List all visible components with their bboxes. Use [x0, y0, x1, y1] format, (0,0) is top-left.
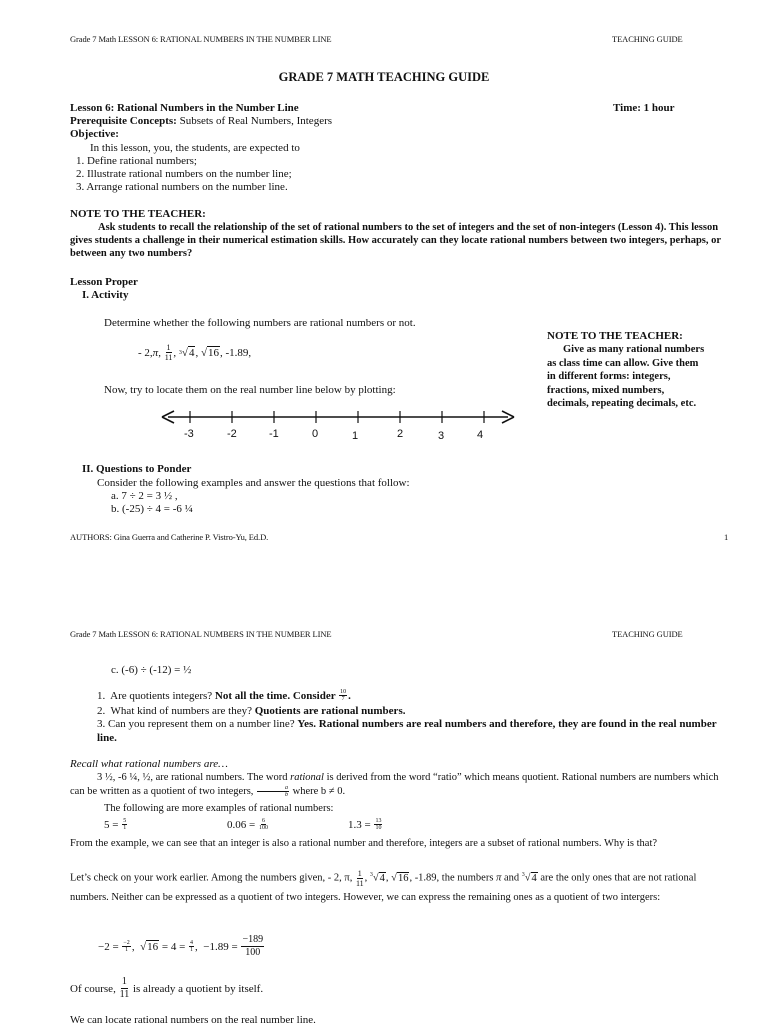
header-left: Grade 7 Math LESSON 6: RATIONAL NUMBERS IN THE NUMBER LINE	[70, 34, 332, 44]
fraction-numerator: 6	[261, 818, 265, 824]
header-right: TEACHING GUIDE	[612, 629, 683, 639]
page-number: 1	[724, 532, 729, 542]
check-text-1: Let’s check on your work earlier. Among the numbers given, - 2, π,	[70, 872, 355, 884]
check-paragraph: Let’s check on your work earlier. Among the numbers given, - 2, π, $\frac{1}{11}$ , $^3$√4, √16, -1.89, the numbers π and $^3$√4 are the only ones that are not rational numbers. Neither can be expressed as a quotient of two integers. However, we can express the remaining ones as a quotient of two intergers:	[70, 868, 697, 903]
example-a: a. 7 ÷ 2 = 3 ½ ,	[111, 490, 178, 502]
number-line-label: 0	[312, 428, 319, 440]
question-1-text: 1. Are quotients integers?	[97, 689, 215, 702]
page-gap	[0, 560, 768, 600]
fraction-numerator: 5	[123, 818, 127, 824]
fraction	[122, 940, 130, 953]
fraction-denominator: b	[285, 792, 289, 799]
objective-label: Objective:	[70, 128, 119, 140]
question-3	[97, 718, 727, 745]
expr-part: , −1.89 =	[195, 940, 241, 953]
lesson-proper-heading: Lesson Proper	[70, 276, 138, 288]
quotient-expressions: −2 = $\frac{-2}{1}$ , √ 16 = 4 = $\frac{4}{1}$ , −1.89 = $\frac{-189}{100}$	[98, 934, 264, 958]
fraction-denominator: 10	[375, 825, 382, 831]
fraction-numerator: −2	[123, 940, 130, 946]
objective-item: 1. Define rational numbers;	[76, 155, 197, 167]
number-line-label: -1	[269, 428, 279, 440]
teacher-note-text: Ask students to recall the relationship of the set of rational numbers to the set of integers and the set of non-integers (Lesson 4). This lesson gives students a challenge in their numerical estimation skills. How accurately can they locate rational numbers between two integers, perhaps, or between any two numbers?	[70, 222, 721, 259]
number-line-label: -3	[184, 428, 194, 440]
recall-paragraph	[70, 771, 724, 799]
fraction-one-eleventh	[165, 343, 173, 362]
fraction-denominator: 11	[164, 353, 173, 362]
fraction-numerator: 4	[190, 940, 194, 946]
recall-text-2: is derived from the word “ratio” which means quotient. Rational numbers are numbers which can be written as a quotient of two integers,	[70, 772, 719, 797]
numbers-list: - 2, π , $\frac{1}{11}$ , 3 √ 4 , √ 16 , -1.89,	[138, 343, 252, 362]
expr-part: = 4 =	[159, 940, 189, 953]
fraction-numerator: −189	[242, 934, 264, 945]
fraction-one-eleventh: $\frac{1}{11}$	[119, 976, 130, 1000]
side-note-text: Give as many rational numbers as class time can allow. Give them in different forms: integers, fractions, mixed numbers, decimals, repeating decimals, etc.	[547, 344, 705, 409]
example-lhs: 5 =	[104, 818, 122, 831]
fraction	[122, 818, 127, 831]
fraction-ten-sevenths	[339, 689, 347, 702]
prerequisite-value: Subsets of Real Numbers, Integers	[176, 115, 333, 127]
prerequisite-label: Prerequisite Concepts:	[70, 115, 177, 127]
radicand-four: 4	[188, 347, 195, 359]
integer-subset-text: From the example, we can see that an integer is also a rational number and therefore, integers are a subset of rational numbers. Why is that?	[70, 838, 658, 849]
number-line	[160, 406, 516, 428]
fraction-numerator: a	[257, 785, 289, 792]
question-2	[97, 705, 405, 717]
example-c: c. (-6) ÷ (-12) = ½	[111, 664, 192, 676]
questions-intro: Consider the following examples and answer the questions that follow:	[97, 477, 410, 489]
objective-item: 3. Arrange rational numbers on the number line.	[76, 181, 288, 193]
expr-part: −2 =	[98, 940, 122, 953]
fraction-denominator: 7	[341, 696, 345, 702]
teacher-note-heading: NOTE TO THE TEACHER:	[70, 208, 206, 220]
recall-text-3: where b ≠ 0.	[290, 786, 346, 797]
side-note-heading: NOTE TO THE TEACHER:	[547, 330, 683, 342]
example-b: b. (-25) ÷ 4 = -6 ¼	[111, 503, 193, 515]
fraction-denominator: 1	[125, 947, 129, 953]
example-lhs: 0.06 =	[227, 818, 258, 831]
number-line-label: -2	[227, 428, 237, 440]
authors-footer: AUTHORS: Gina Guerra and Catherine P. Vistro-Yu, Ed.D.	[70, 532, 269, 542]
page-2	[0, 600, 768, 1024]
fraction-numerator: 1	[166, 343, 171, 352]
fraction-denominator: 1	[123, 825, 127, 831]
lesson-title: Lesson 6: Rational Numbers in the Number Line	[70, 102, 299, 114]
question-2-answer: Quotients are rational numbers.	[254, 705, 406, 717]
question-1-answer: Not all the time. Consider	[214, 689, 339, 702]
fraction	[374, 818, 382, 831]
more-examples-text: The following are more examples of rational numbers:	[104, 803, 334, 814]
fraction-denominator: 100	[245, 947, 261, 958]
check-text-3: are the only ones that are not rational numbers. Neither can be expressed as a quotient of two integers. However, we can express the remaining ones as a quotient of two intergers:	[70, 872, 697, 903]
fraction	[241, 934, 264, 959]
header-left: Grade 7 Math LESSON 6: RATIONAL NUMBERS IN THE NUMBER LINE	[70, 629, 332, 639]
number-last: , -1.89,	[219, 346, 252, 359]
number-neg2: - 2,	[138, 346, 153, 359]
question-3-answer: Yes. Rational numbers are real numbers and therefore, they are found in the real number line.	[97, 718, 717, 744]
locate-text: We can locate rational numbers on the real number line.	[70, 1014, 316, 1026]
example-five	[104, 818, 128, 831]
example-lhs: 1.3 =	[348, 818, 374, 831]
number-pi: π	[152, 346, 159, 359]
number-line-label: 3	[438, 430, 445, 442]
lesson-time: Time: 1 hour	[613, 102, 675, 114]
recall-heading: Recall what rational numbers are…	[70, 758, 228, 770]
radicand-sixteen: 16	[207, 347, 219, 359]
fraction-denominator: 1	[190, 947, 194, 953]
number-line-label: 1	[352, 430, 359, 442]
example-decimal	[227, 818, 269, 831]
header-right: TEACHING GUIDE	[612, 34, 683, 44]
root-index: 3	[178, 349, 182, 356]
fraction-a-over-b	[257, 785, 289, 798]
fraction-numerator: 10	[340, 689, 347, 695]
fraction	[189, 940, 194, 953]
activity-text: Determine whether the following numbers are rational numbers or not.	[104, 317, 416, 329]
recall-italic-word: rational	[290, 772, 324, 783]
recall-text-1: 3 ½, -6 ¼, ½, are rational numbers. The word	[97, 772, 291, 783]
fraction-numerator: 13	[375, 818, 382, 824]
check-text-2: , -1.89, the numbers	[409, 872, 497, 884]
number-line-label: 4	[477, 429, 484, 441]
question-2-text: 2. What kind of numbers are they?	[97, 705, 255, 717]
question-1: 1. Are quotients integers? Not all the time. Consider $\frac{10}{7}$ .	[97, 689, 351, 702]
question-3-text: 3. Can you represent them on a number line?	[97, 718, 298, 730]
expr-part: ,	[131, 940, 141, 953]
number-line-label: 2	[397, 428, 404, 440]
of-course-line	[70, 976, 263, 1001]
questions-heading: II. Questions to Ponder	[82, 463, 192, 475]
prerequisite-line	[70, 115, 332, 127]
objective-item: 2. Illustrate rational numbers on the number line;	[76, 168, 292, 180]
page-title: GRADE 7 MATH TEACHING GUIDE	[278, 70, 490, 84]
activity-heading: I. Activity	[82, 289, 129, 301]
objective-intro: In this lesson, you, the students, are expected to	[90, 142, 300, 154]
of-course-text-2: is already a quotient by itself.	[130, 982, 264, 995]
fraction-one-eleventh: $\frac{1}{11}$	[355, 868, 364, 888]
fraction-denominator: 100	[258, 825, 268, 831]
of-course-text-1: Of course,	[70, 982, 119, 995]
plot-instruction: Now, try to locate them on the real number line below by plotting:	[104, 384, 396, 396]
fraction	[259, 818, 268, 831]
check-and: and	[501, 872, 522, 884]
example-one-point-three	[348, 818, 383, 831]
